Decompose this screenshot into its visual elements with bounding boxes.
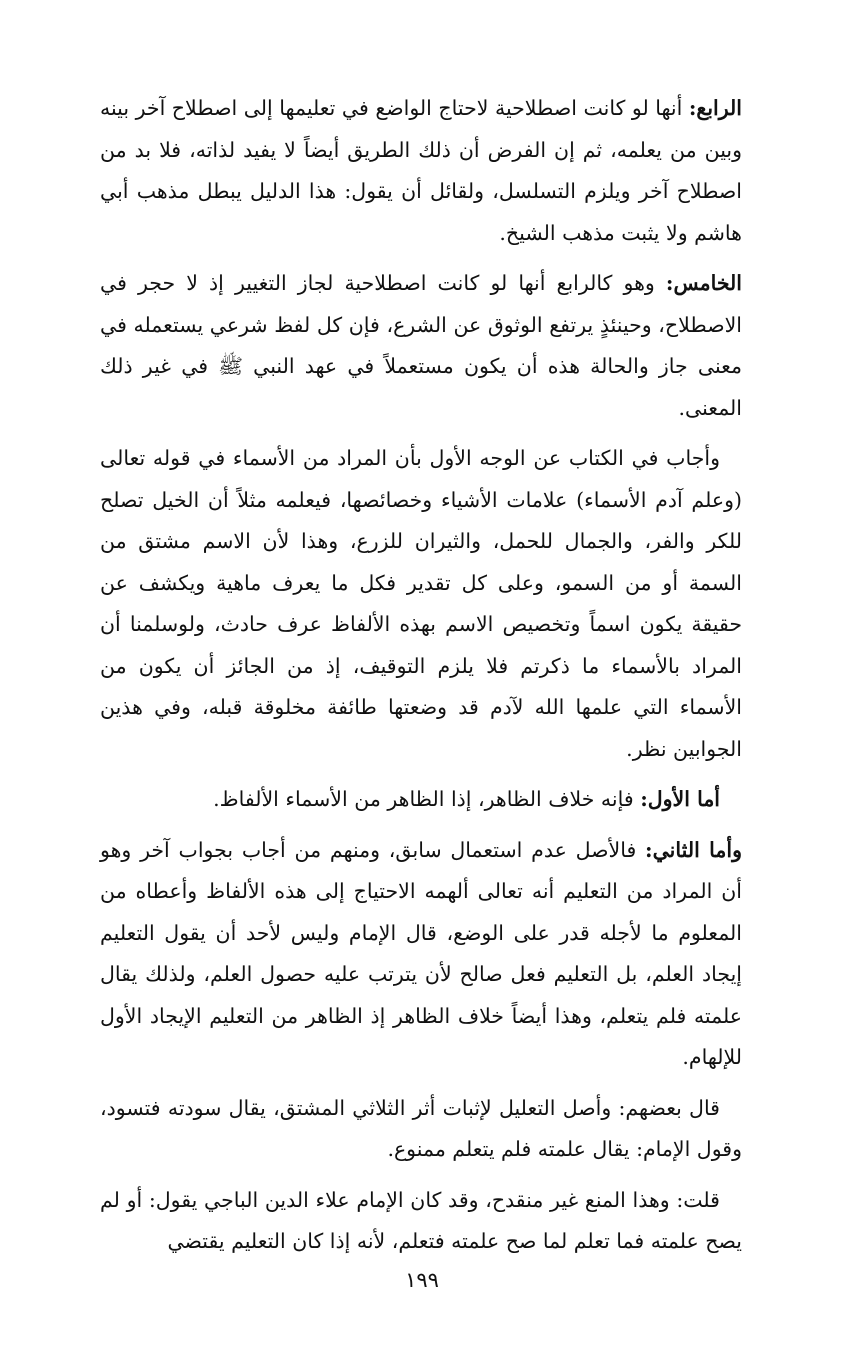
paragraph-first-objection (100, 779, 742, 821)
paragraph-heading: أما الأول: (640, 787, 720, 811)
paragraph-heading: الرابع: (688, 96, 742, 120)
paragraph-text: قال بعضهم: وأصل التعليل لإثبات أثر الثلاثي المشتق، يقال سودته فتسود، وقول الإمام: يقال علمته فلم يتعلم ممنوع. (100, 1095, 742, 1161)
paragraph-heading: وأما الثاني: (645, 837, 742, 862)
paragraph-heading: الخامس: (665, 271, 742, 295)
paragraph-response (100, 438, 742, 770)
paragraph-text: فالأصل عدم استعمال سابق، ومنهم من أجاب بجواب آخر وهو أن المراد من التعليم أنه تعالى ألهمه الاحتياج إلى هذه الألفاظ وأعطاه من المعلوم ما لأجله قدر على الوضع، قال الإمام وليس لأحد أن يقول التعليم إيجاد العلم، بل التعليم فعل صالح لأن يترتب عليه حصول العلم، ولذلك يقال علمته فلم يتعلم، وهذا أيضاً خلاف الظاهر إذ الظاهر من التعليم الإيجاد الأول للإلهام. (100, 837, 742, 1069)
paragraph-text: وهو كالرابع أنها لو كانت اصطلاحية لجاز التغيير إذ لا حجر في الاصطلاح، وحينئذٍ يرتفع الوثوق عن الشرع، فإن كل لفظ شرعي يستعمله في معنى جاز والحالة هذه أن يكون مستعملاً في عهد النبي ﷺ في غير ذلك المعنى. (100, 271, 742, 420)
paragraph-text: فإنه خلاف الظاهر، إذا الظاهر من الأسماء الألفاظ. (213, 787, 641, 811)
paragraph-some-said (100, 1088, 742, 1171)
paragraph-fourth-argument (100, 88, 742, 254)
page-number: ١٩٩ (405, 1268, 439, 1292)
page-body (100, 88, 742, 1272)
paragraph-text: أنها لو كانت اصطلاحية لاحتاج الواضع في تعليمها إلى اصطلاح آخر بينه وبين من يعلمه، ثم إن الفرض أن ذلك الطريق أيضاً لا يفيد لذاته، فلا بد من اصطلاح آخر ويلزم التسلسل، ولقائل أن يقول: هذا الدليل يبطل مذهب أبي هاشم ولا يثبت مذهب الشيخ. (100, 96, 742, 245)
paragraph-text: وأجاب في الكتاب عن الوجه الأول بأن المراد من الأسماء في قوله تعالى (وعلم آدم الأسماء) علامات الأشياء وخصائصها، فيعلمه مثلاً أن الخيل تصلح للكر والفر، والجمال للحمل، والثيران للزرع، وهذا لأن الاسم مشتق من السمة أو من السمو، وعلى كل تقدير فكل ما يعرف ماهية ويكشف عن حقيقة يكون اسماً وتخصيص الاسم بهذه الألفاظ عرف حادث، ولوسلمنا أن المراد بالأسماء ما ذكرتم فلا يلزم التوقيف، إذ من الجائز أن يكون من الأسماء التي علمها الله لآدم قد وضعتها طائفة مخلوقة قبله، وفي هذين الجوابين نظر. (100, 446, 742, 761)
paragraph-text: قلت: وهذا المنع غير منقدح، وقد كان الإمام علاء الدين الباجي يقول: أو لم يصح علمته فما تعلم لما صح علمته فتعلم، لأنه إذا كان التعليم يقتضي (100, 1187, 742, 1253)
paragraph-second-objection (100, 830, 742, 1079)
paragraph-i-said (100, 1180, 742, 1263)
paragraph-fifth-argument (100, 263, 742, 429)
